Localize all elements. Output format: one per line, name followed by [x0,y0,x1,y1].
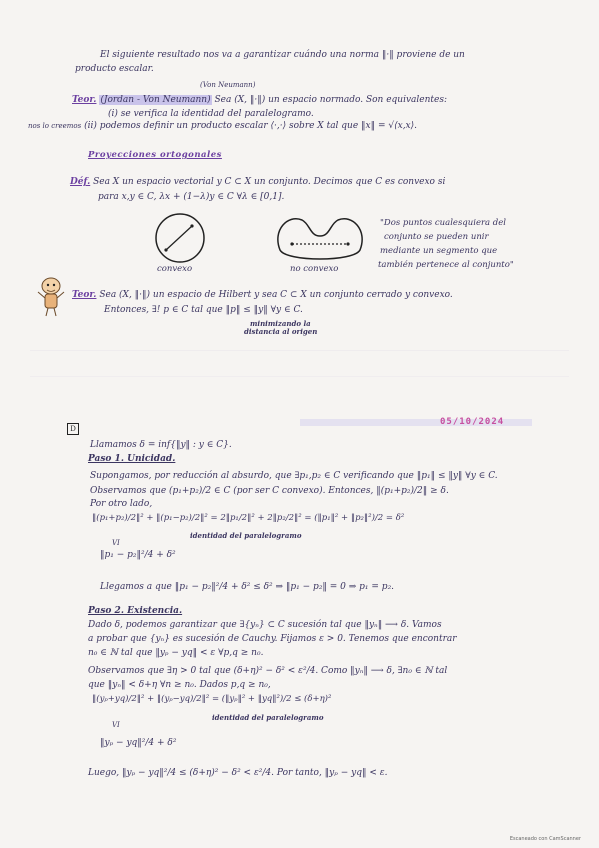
proof-conclusion-2: Luego, ‖yₚ − yq‖²/4 ≤ (δ+η)² − δ² < ε²/4. Por tanto, ‖yₚ − yq‖ < ε. [88,768,388,778]
scanner-watermark: Escaneado con CamScanner [509,836,581,842]
proof-conclusion-1: Llegamos a que ‖p₁ − p₂‖²/4 + δ² ≤ δ² ⇒ ‖p₁ − p₂‖ = 0 ⇒ p₁ = p₂. [100,582,395,592]
section-title: Proyecciones ortogonales [88,150,222,160]
proof-line-6: Dado δ, podemos garantizar que ∃{yₙ} ⊂ C sucesión tal que ‖yₙ‖ ⟶ δ. Vamos [88,620,442,630]
theorem-1-label: Teor. [72,95,97,105]
quote-line-4: también pertenece al conjunto" [378,260,514,270]
theorem-2-text-1: Sea (X, ‖·‖) un espacio de Hilbert y sea C ⊂ X un conjunto cerrado y convexo. [99,290,453,300]
intro-line-2: producto escalar. [75,64,154,74]
definition-label: Déf. [70,177,91,187]
minimizing-note-2: distancia al origen [244,327,318,336]
question-box: D [67,423,79,435]
equation-1-note: identidad del paralelogramo [190,531,302,540]
equation-3-note: identidad del paralelogramo [212,713,324,722]
equation-3: ‖(yₚ+yq)/2‖² + ‖(yₚ−yq)/2‖² = (‖yₚ‖² + ‖yq‖²)/2 ≤ (δ+η)² [92,694,332,704]
theorem-2-line-2: Entonces, ∃! p ∈ C tal que ‖p‖ ≤ ‖y‖ ∀y ∈ C. [104,305,303,315]
definition-text-1: Sea X un espacio vectorial y C ⊂ X un conjunto. Decimos que C es convexo si [93,177,446,187]
equation-1: ‖(p₁+p₂)/2‖² + ‖(p₁−p₂)/2‖² = 2‖p₁/2‖² + 2‖p₂/2‖² = (‖p₁‖² + ‖p₂‖²)/2 = δ² [92,513,405,523]
theorem-2-line-1 [72,290,453,301]
faint-line [30,350,569,351]
proof-line-9: Observamos que ∃η > 0 tal que (δ+η)² − δ² < ε²/4. Como ‖yₙ‖ ⟶ δ, ∃n₀ ∈ ℕ tal [88,666,448,676]
proof-line-3: Observamos que (p₁+p₂)/2 ∈ C (por ser C convexo). Entonces, ‖(p₁+p₂)/2‖ ≥ δ. [90,486,449,496]
theorem-1-title: (Jordan - Von Neumann) [100,95,211,105]
step-2-title: Paso 2. Existencia. [88,606,183,616]
intro-line-1: El siguiente resultado nos va a garantizar cuándo una norma ‖·‖ proviene de un [100,50,465,60]
proof-line-4: Por otro lado, [90,499,153,509]
proof-line-10: que ‖yₙ‖ < δ+η ∀n ≥ n₀. Dados p,q ≥ n₀, [88,680,271,690]
date-stamp: 05/10/2024 [440,417,505,427]
quote-line-2: conjunto se pueden unir [384,232,489,242]
proof-line-8: n₀ ∈ ℕ tal que ‖yₚ − yq‖ < ε ∀p,q ≥ n₀. [88,648,264,658]
step-1-title: Paso 1. Unicidad. [88,454,176,464]
definition-line-2: para x,y ∈ C, λx + (1−λ)y ∈ C ∀λ ∈ [0,1]. [98,192,285,202]
doodle-character-drawing [34,272,68,320]
theorem-1-aside: nos lo creemos [28,122,82,130]
equation-2: ‖p₁ − p₂‖²/4 + δ² [100,550,176,560]
theorem-2-label: Teor. [72,290,97,300]
proof-line-7: a probar que {yₙ} es sucesión de Cauchy. Fijamos ε > 0. Tenemos que encontrar [88,634,457,644]
proof-line-2: Supongamos, por reducción al absurdo, que ∃p₁,p₂ ∈ C verificando que ‖p₁‖ ≤ ‖y‖ ∀y ∈ C. [90,471,498,481]
theorem-1-line [72,95,447,106]
definition-line-1 [70,177,445,188]
faint-line [30,376,569,377]
equation-1-vi: VI [112,539,120,547]
proof-line-delta: Llamamos δ = inf{‖y‖ : y ∈ C}. [90,440,232,450]
theorem-1-item-ii: (ii) podemos definir un producto escalar ⟨·,·⟩ sobre X tal que ‖x‖ = √⟨x,x⟩. [84,121,418,131]
theorem-1-item-ii-line [28,121,417,132]
nonconvex-set-diagram [270,210,370,266]
minimizing-note-1: minimizando la [250,319,311,328]
nonconvex-label: no convexo [290,264,339,274]
theorem-1-text: Sea (X, ‖·‖) un espacio normado. Son equivalentes: [214,95,448,105]
convex-label: convexo [157,264,193,274]
quote-line-3: mediante un segmento que [380,246,498,256]
equation-3-vi: VI [112,721,120,729]
von-neumann-note: (Von Neumann) [200,81,256,89]
theorem-1-item-i: (i) se verifica la identidad del paralelogramo. [108,109,314,119]
convex-set-diagram [148,212,212,264]
quote-line-1: "Dos puntos cualesquiera del [380,218,506,228]
equation-4: ‖yₚ − yq‖²/4 + δ² [100,738,177,748]
